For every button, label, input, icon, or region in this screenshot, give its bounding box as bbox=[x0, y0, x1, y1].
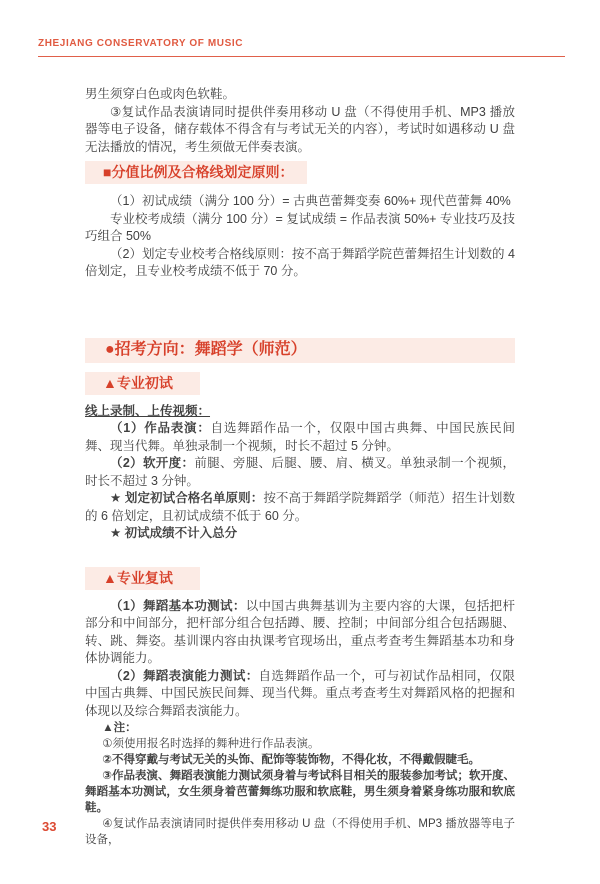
reexam-section bbox=[85, 543, 515, 849]
page-body bbox=[85, 86, 515, 848]
qualification-rule-text: 按不高于舞蹈学院舞蹈学（师范）招生计划数的 6 倍划定，且初试成绩不低于 60 分。 bbox=[85, 491, 515, 523]
note-4: ④复试作品表演请同时提供伴奏用移动 U 盘（不得使用手机、MP3 播放器等电子设备， bbox=[85, 818, 515, 846]
preliminary-exam-section bbox=[85, 363, 515, 543]
score-not-counted-note: ★ 初试成绩不计入总分 bbox=[110, 526, 238, 540]
performance-ability-item bbox=[85, 668, 515, 721]
intro-continuation-line: 男生须穿白色或肉色软鞋。 bbox=[85, 87, 236, 101]
note-2: ②不得穿戴与考试无关的头饰、配饰等装饰物，不得化妆，不得戴假睫毛。 bbox=[102, 754, 480, 766]
basic-skills-item bbox=[85, 598, 515, 668]
work-performance-label: （1）作品表演： bbox=[110, 421, 211, 435]
performance-ability-text: 自选舞蹈作品一个，可与初试作品相同，仅限中国古典舞、中国民族民间舞、现当代舞。重点考查考生对舞蹈风格的把握和体现以及综合舞蹈表演能力。 bbox=[85, 668, 515, 718]
admission-direction-heading: ●招考方向：舞蹈学（师范） bbox=[85, 338, 515, 363]
notes-label: ▲注： bbox=[102, 722, 137, 734]
performance-ability-label: （2）舞蹈表演能力测试： bbox=[110, 668, 259, 683]
score-principles-heading: ■分值比例及合格线划定原则： bbox=[85, 161, 307, 184]
score-item-3: （2）划定专业校考合格线原则：按不高于舞蹈学院芭蕾舞招生计划数的 4 倍划定，且专业校考成绩不低于 70 分。 bbox=[85, 246, 515, 278]
basic-skills-text: 以中国古典舞基训为主要内容的大课，包括把杆部分和中间部分，把杆部分组合包括蹲、腰、控制；中间部分组合包括踢腿、转、跳、舞姿。基训课内容由执课考官现场出，重点考查考生舞蹈基本功和身体协调能力。 bbox=[85, 598, 515, 665]
work-performance-text: 自选舞蹈作品一个，仅限中国古典舞、中国民族民间舞、现当代舞。单独录制一个视频，时长不超过 5 分钟。 bbox=[85, 421, 516, 453]
qualification-rule-label: ★ 划定初试合格名单原则： bbox=[110, 491, 264, 505]
score-item-2: 专业校考成绩（满分 100 分）= 复试成绩 = 作品表演 50%+ 专业技巧及技巧组合 50% bbox=[85, 211, 515, 243]
note-1: ①须使用报名时选择的舞种进行作品表演。 bbox=[102, 738, 320, 750]
basic-skills-label: （1）舞蹈基本功测试： bbox=[110, 598, 246, 613]
flexibility-label: （2）软开度： bbox=[110, 456, 195, 470]
score-item-1: （1）初试成绩（满分 100 分）= 古典芭蕾舞变奏 60%+ 现代芭蕾舞 40% bbox=[110, 194, 511, 208]
page-header bbox=[38, 38, 565, 57]
online-recording-subtitle: 线上录制、上传视频： bbox=[85, 403, 211, 418]
brand-text: ZHEJIANG CONSERVATORY OF MUSIC bbox=[38, 38, 244, 49]
header-rule bbox=[38, 56, 565, 57]
score-principles-section bbox=[85, 156, 515, 281]
preliminary-exam-heading: ▲专业初试 bbox=[85, 372, 200, 395]
qualification-rule-item bbox=[85, 490, 515, 525]
note-3: ③作品表演、舞蹈表演能力测试须身着与考试科目相关的服装参加考试；软开度、舞蹈基本功测试，女生须身着芭蕾舞练功服和软底鞋，男生须身着紧身练功服和软底鞋。 bbox=[85, 770, 515, 814]
page-number: 33 bbox=[42, 819, 57, 834]
notes-block bbox=[85, 720, 515, 848]
intro-note-3: ③复试作品表演请同时提供伴奏用移动 U 盘（不得使用手机、MP3 播放器等电子设备，储存载体不得含有与考试无关的内容），考试时如遇移动 U 盘无法播放的情况，考生须做无伴奏表演。 bbox=[85, 104, 515, 154]
flexibility-text: 前腿、旁腿、后腿、腰、肩、横叉。单独录制一个视频，时长不超过 3 分钟。 bbox=[85, 456, 515, 488]
flexibility-item bbox=[85, 455, 515, 490]
work-performance-item bbox=[85, 420, 515, 455]
reexam-heading: ▲专业复试 bbox=[85, 567, 200, 590]
